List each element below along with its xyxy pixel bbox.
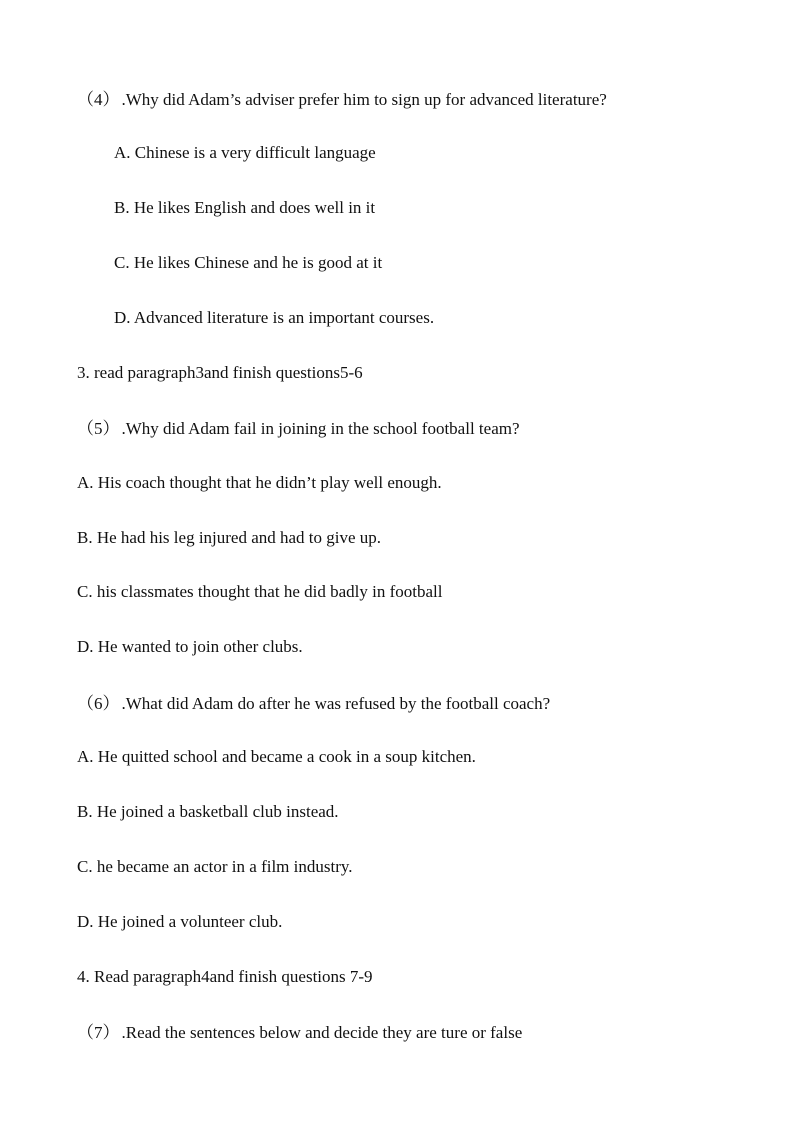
q5-option-b: B. He had his leg injured and had to give up. — [77, 528, 382, 547]
q6-option-a: A. He quitted school and became a cook in a soup kitchen. — [77, 747, 476, 766]
q6-option-b: B. He joined a basketball club instead. — [77, 802, 339, 821]
q4-option-b: B. He likes English and does well in it — [114, 198, 376, 217]
q5-option-a: A. His coach thought that he didn’t play well enough. — [77, 473, 442, 492]
q5-option-d: D. He wanted to join other clubs. — [77, 637, 303, 656]
question-7 — [77, 1022, 522, 1044]
question-number: （5） — [77, 419, 120, 438]
question-text: .Read the sentences below and decide they are ture or false — [121, 1023, 523, 1042]
question-5 — [77, 418, 520, 440]
question-text: .Why did Adam fail in joining in the school football team? — [121, 419, 520, 438]
q6-option-d: D. He joined a volunteer club. — [77, 912, 283, 931]
question-number: （4） — [77, 90, 120, 109]
q5-option-c: C. his classmates thought that he did badly in football — [77, 582, 443, 601]
question-6 — [77, 693, 550, 715]
question-text: .Why did Adam’s adviser prefer him to sign up for advanced literature? — [121, 90, 607, 109]
q4-option-a: A. Chinese is a very difficult language — [114, 143, 376, 162]
q4-option-c: C. He likes Chinese and he is good at it — [114, 253, 383, 272]
q4-option-d: D. Advanced literature is an important courses. — [114, 308, 435, 327]
question-text: .What did Adam do after he was refused by the football coach? — [121, 694, 551, 713]
q6-option-c: C. he became an actor in a film industry. — [77, 857, 353, 876]
section-4-heading: 4. Read paragraph4and finish questions 7-9 — [77, 967, 373, 986]
section-3-heading: 3. read paragraph3and finish questions5-6 — [77, 363, 363, 382]
question-number: （7） — [77, 1023, 120, 1042]
question-4 — [77, 89, 607, 111]
question-number: （6） — [77, 694, 120, 713]
